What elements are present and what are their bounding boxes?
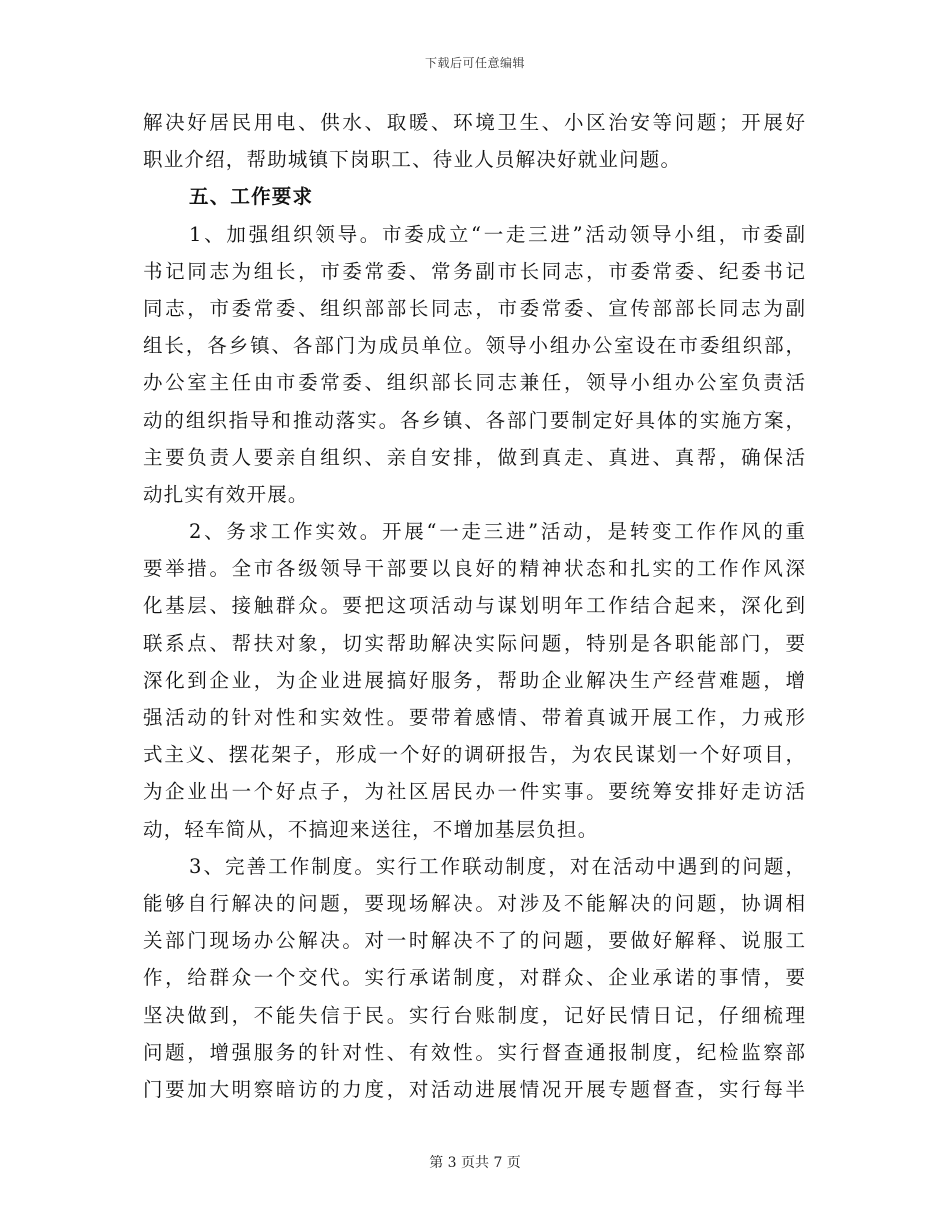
text-line: 问题，增强服务的针对性、有效性。实行督查通报制度，纪检监察部 bbox=[143, 1040, 805, 1064]
text-line: 关部门现场办公解决。对一时解决不了的问题，要做好解释、说服工 bbox=[143, 929, 805, 953]
page-header: 下载后可任意编辑 bbox=[424, 56, 525, 70]
text-line: 2、务求工作实效。开展“一走三进”活动，是转变工作作风的重 bbox=[189, 520, 805, 544]
text-line: 3、完善工作制度。实行工作联动制度，对在活动中遇到的问题， bbox=[189, 854, 805, 878]
text-line: 动的组织指导和推动落实。各乡镇、各部门要制定好具体的实施方案， bbox=[143, 408, 805, 432]
text-line: 动，轻车简从，不搞迎来送往，不增加基层负担。 bbox=[143, 817, 599, 841]
text-line: 职业介绍，帮助城镇下岗职工、待业人员解决好就业问题。 bbox=[143, 148, 682, 172]
text-line: 要举措。全市各级领导干部要以良好的精神状态和扎实的工作作风深 bbox=[143, 557, 805, 581]
text-line: 办公室主任由市委常委、组织部长同志兼任，领导小组办公室负责活 bbox=[143, 371, 805, 395]
text-line: 能够自行解决的问题，要现场解决。对涉及不能解决的问题，协调相 bbox=[143, 891, 805, 915]
page-footer: 第 3 页共 7 页 bbox=[429, 1155, 521, 1171]
text-line: 化基层、接触群众。要把这项活动与谋划明年工作结合起来，深化到 bbox=[143, 594, 805, 618]
text-line: 组长，各乡镇、各部门为成员单位。领导小组办公室设在市委组织部， bbox=[143, 334, 805, 358]
text-line: 1、加强组织领导。市委成立“一走三进”活动领导小组，市委副 bbox=[189, 222, 805, 246]
section-heading: 五、工作要求 bbox=[189, 185, 314, 209]
text-line: 作，给群众一个交代。实行承诺制度，对群众、企业承诺的事情，要 bbox=[143, 966, 805, 990]
document-body bbox=[143, 104, 805, 1108]
text-line: 式主义、摆花架子，形成一个好的调研报告，为农民谋划一个好项目， bbox=[143, 743, 805, 767]
text-line: 解决好居民用电、供水、取暖、环境卫生、小区治安等问题；开展好 bbox=[143, 111, 805, 134]
text-line: 坚决做到，不能失信于民。实行台账制度，记好民情日记，仔细梳理 bbox=[143, 1003, 805, 1027]
text-line: 强活动的针对性和实效性。要带着感情、带着真诚开展工作，力戒形 bbox=[143, 706, 805, 729]
text-line: 联系点、帮扶对象，切实帮助解决实际问题，特别是各职能部门，要 bbox=[143, 631, 805, 655]
text-line: 为企业出一个好点子，为社区居民办一件实事。要统筹安排好走访活 bbox=[143, 780, 805, 804]
text-line: 书记同志为组长，市委常委、常务副市长同志，市委常委、纪委书记 bbox=[143, 259, 805, 283]
text-line: 同志，市委常委、组织部部长同志，市委常委、宣传部部长同志为副 bbox=[143, 296, 805, 320]
text-line: 主要负责人要亲自组织、亲自安排，做到真走、真进、真帮，确保活 bbox=[143, 445, 805, 469]
text-line: 深化到企业，为企业进展搞好服务，帮助企业解决生产经营难题，增 bbox=[143, 668, 805, 692]
text-line: 动扎实有效开展。 bbox=[143, 482, 309, 506]
text-line: 门要加大明察暗访的力度，对活动进展情况开展专题督查，实行每半 bbox=[143, 1077, 805, 1101]
